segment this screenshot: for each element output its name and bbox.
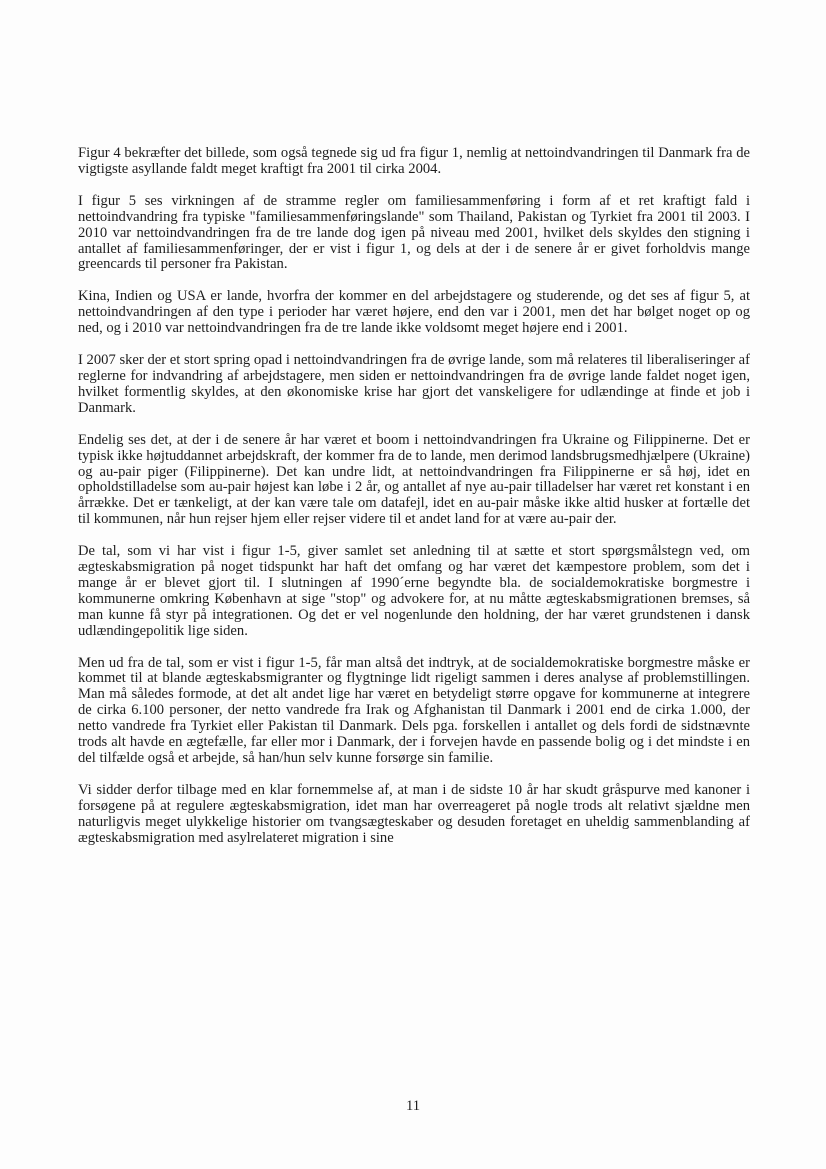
paragraph-6: De tal, som vi har vist i figur 1-5, giver samlet set anledning til at sætte et stort spørgsmålstegn ved, om ægteskabsmigration på noget tidspunkt har haft det omfang og har været det kæmpestore problem, som det i mange år er blevet gjort til. I slutningen af 1990´erne begyndte bla. de socialdemokratiske borgmestre i kommunerne omkring København at sige "stop" og advokere for, at nu måtte ægteskabsmigrationen bremses, så man kunne få styr på integrationen. Og det er vel nogenlunde den holdning, der har været grundstenen i dansk udlændingepolitik lige siden. — [78, 543, 750, 639]
paragraph-5: Endelig ses det, at der i de senere år har været et boom i nettoindvandringen fra Ukraine og Filippinerne. Det er typisk ikke højtuddannet arbejdskraft, der kommer fra de to lande, men derimod landsbrugsmedhjælpere (Ukraine) og au-pair piger (Filippinerne). Det kan undre lidt, at nettoindvandringen fra Filippinerne er så høj, idet en opholdstilladelse som au-pair højest kan løbe i 2 år, og antallet af nye au-pair tilladelser har været ret konstant i en årrække. Det er tænkeligt, at der kan være tale om datafejl, idet en au-pair måske ikke altid husker at fortælle det til kommunen, når hun rejser hjem eller rejser videre til et andet land for at være au-pair der. — [78, 431, 750, 528]
paragraph-7: Men ud fra de tal, som er vist i figur 1-5, får man altså det indtryk, at de socialdemokratiske borgmestre måske er kommet til at blande ægteskabsmigranter og flygtninge lidt rigeligt sammen i deres analyse af problemstillingen. Man må således formode, at det alt andet lige har været en betydeligt større opgave for kommunerne at integrere de cirka 6.100 personer, der netto vandrede fra Irak og Afghanistan til Danmark i 2001 end de cirka 1.000, der netto vandrede fra Tyrkiet eller Pakistan til Danmark. Dels pga. forskellen i antallet og dels fordi de sidstnævnte trods alt havde en ægtefælle, far eller mor i Danmark, der i forvejen havde en passende bolig og i det mindste i en del tilfælde også et arbejde, så han/hun selv kunne forsørge sin familie. — [78, 654, 750, 766]
page-number: 11 — [405, 1098, 421, 1114]
body-text — [78, 146, 750, 863]
paragraph-3: Kina, Indien og USA er lande, hvorfra der kommer en del arbejdstagere og studerende, og det ses af figur 5, at nettoindvandringen af den type i perioder har været højere, end den var i 2001, men det har bølget noget op og ned, og i 2010 var nettoindvandringen fra de tre lande ikke voldsomt meget højere end i 2001. — [78, 288, 750, 337]
paragraph-1: Figur 4 bekræfter det billede, som også tegnede sig ud fra figur 1, nemlig at nettoindvandringen til Danmark fra de vigtigste asyllande faldt meget kraftigt fra 2001 til cirka 2004. — [78, 145, 750, 177]
paragraph-8: Vi sidder derfor tilbage med en klar fornemmelse af, at man i de sidste 10 år har skudt gråspurve med kanoner i forsøgene på at regulere ægteskabsmigration, idet man har overreageret på nogle trods alt relativt sjældne men naturligvis meget ulykkelige historier om tvangsægteskaber og desuden foretaget en uheldig sammenblanding af ægteskabsmigration med asylrelateret migration i sine — [78, 781, 750, 846]
paragraph-4: I 2007 sker der et stort spring opad i nettoindvandringen fra de øvrige lande, som må relateres til liberaliseringer af reglerne for indvandring af arbejdstagere, men siden er nettoindvandringen fra de øvrige lande faldet noget igen, hvilket formentlig skyldes, at den økonomiske krise har gjort det vanskeligere for udlændinge at finde et job i Danmark. — [78, 352, 750, 416]
paragraph-2: I figur 5 ses virkningen af de stramme regler om familiesammenføring i form af et ret kraftigt fald i nettoindvandring fra typiske "familiesammenføringslande" som Thailand, Pakistan og Tyrkiet fra 2001 til 2003. I 2010 var nettoindvandringen fra de tre lande dog igen på niveau med 2001, hvilket dels skyldes den stigning i antallet af familiesammenføringer, der er vist i figur 1, og dels at der i de senere år er givet forholdvis mange greencards til personer fra Pakistan. — [78, 192, 750, 273]
